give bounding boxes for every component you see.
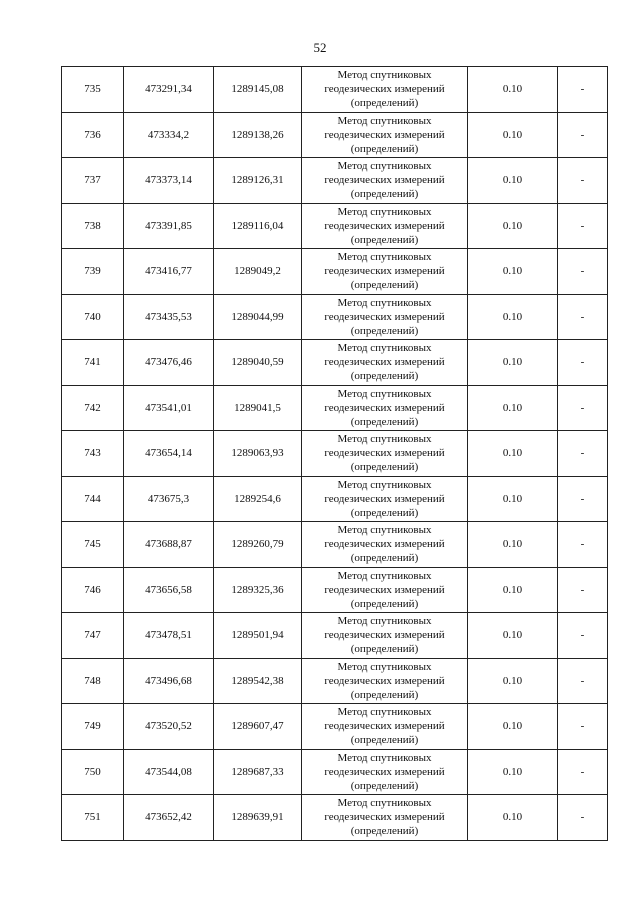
method-line: (определений) [350,825,419,838]
point-number-cell: 750 [62,749,124,795]
method-cell [302,613,468,659]
point-number-cell: 739 [62,249,124,295]
table-row [62,158,608,204]
method-line: (определений) [350,233,419,246]
description-cell: - [558,203,608,249]
table-row [62,294,608,340]
method-line: Метод спутниковых [337,569,432,582]
description-cell: - [558,795,608,841]
description-cell: - [558,567,608,613]
method-line: (определений) [350,279,419,292]
method-line: Метод спутниковых [337,706,432,719]
description-cell: - [558,249,608,295]
x-coordinate-cell: 473656,58 [124,567,214,613]
method-line: геодезических измерений [324,583,445,596]
method-cell [302,294,468,340]
accuracy-cell: 0.10 [468,567,558,613]
y-coordinate-cell: 1289145,08 [214,67,302,113]
coordinates-table [61,66,608,841]
method-line: Метод спутниковых [337,660,432,673]
x-coordinate-cell: 473435,53 [124,294,214,340]
method-line: Метод спутниковых [337,296,432,309]
table-row [62,567,608,613]
table-row [62,112,608,158]
method-line: (определений) [350,188,419,201]
y-coordinate-cell: 1289607,47 [214,704,302,750]
method-line: геодезических измерений [324,447,445,460]
method-cell [302,203,468,249]
x-coordinate-cell: 473688,87 [124,522,214,568]
table-row [62,476,608,522]
method-line: (определений) [350,461,419,474]
method-line: (определений) [350,506,419,519]
y-coordinate-cell: 1289063,93 [214,431,302,477]
method-cell [302,340,468,386]
method-line: геодезических измерений [324,219,445,232]
x-coordinate-cell: 473373,14 [124,158,214,204]
method-cell [302,704,468,750]
y-coordinate-cell: 1289501,94 [214,613,302,659]
description-cell: - [558,749,608,795]
method-line: Метод спутниковых [337,615,432,628]
point-number-cell: 747 [62,613,124,659]
method-cell [302,249,468,295]
x-coordinate-cell: 473291,34 [124,67,214,113]
method-line: (определений) [350,324,419,337]
y-coordinate-cell: 1289049,2 [214,249,302,295]
method-line: Метод спутниковых [337,387,432,400]
point-number-cell: 745 [62,522,124,568]
method-cell [302,112,468,158]
x-coordinate-cell: 473520,52 [124,704,214,750]
table-row [62,203,608,249]
method-line: геодезических измерений [324,720,445,733]
x-coordinate-cell: 473496,68 [124,658,214,704]
method-cell [302,749,468,795]
x-coordinate-cell: 473476,46 [124,340,214,386]
table-row [62,431,608,477]
method-cell [302,522,468,568]
method-line: геодезических измерений [324,128,445,141]
method-cell [302,431,468,477]
accuracy-cell: 0.10 [468,249,558,295]
point-number-cell: 748 [62,658,124,704]
x-coordinate-cell: 473416,77 [124,249,214,295]
method-line: (определений) [350,370,419,383]
point-number-cell: 743 [62,431,124,477]
accuracy-cell: 0.10 [468,749,558,795]
table-row [62,340,608,386]
method-line: Метод спутниковых [337,797,432,810]
table-row [62,704,608,750]
method-cell [302,476,468,522]
point-number-cell: 751 [62,795,124,841]
x-coordinate-cell: 473544,08 [124,749,214,795]
method-line: (определений) [350,142,419,155]
x-coordinate-cell: 473541,01 [124,385,214,431]
accuracy-cell: 0.10 [468,203,558,249]
method-line: Метод спутниковых [337,160,432,173]
method-line: геодезических измерений [324,83,445,96]
y-coordinate-cell: 1289639,91 [214,795,302,841]
accuracy-cell: 0.10 [468,385,558,431]
description-cell: - [558,158,608,204]
method-line: (определений) [350,552,419,565]
accuracy-cell: 0.10 [468,704,558,750]
method-line: Метод спутниковых [337,342,432,355]
y-coordinate-cell: 1289138,26 [214,112,302,158]
y-coordinate-cell: 1289044,99 [214,294,302,340]
method-cell [302,795,468,841]
table-row [62,795,608,841]
accuracy-cell: 0.10 [468,112,558,158]
point-number-cell: 738 [62,203,124,249]
x-coordinate-cell: 473652,42 [124,795,214,841]
point-number-cell: 746 [62,567,124,613]
y-coordinate-cell: 1289126,31 [214,158,302,204]
accuracy-cell: 0.10 [468,340,558,386]
table-row [62,613,608,659]
point-number-cell: 744 [62,476,124,522]
method-line: Метод спутниковых [337,114,432,127]
point-number-cell: 741 [62,340,124,386]
y-coordinate-cell: 1289687,33 [214,749,302,795]
method-line: Метод спутниковых [337,524,432,537]
y-coordinate-cell: 1289040,59 [214,340,302,386]
accuracy-cell: 0.10 [468,613,558,659]
method-line: (определений) [350,779,419,792]
point-number-cell: 742 [62,385,124,431]
method-line: Метод спутниковых [337,478,432,491]
point-number-cell: 735 [62,67,124,113]
method-line: геодезических измерений [324,629,445,642]
y-coordinate-cell: 1289041,5 [214,385,302,431]
method-cell [302,658,468,704]
accuracy-cell: 0.10 [468,658,558,704]
table-row [62,67,608,113]
point-number-cell: 749 [62,704,124,750]
method-line: Метод спутниковых [337,251,432,264]
y-coordinate-cell: 1289116,04 [214,203,302,249]
method-line: (определений) [350,597,419,610]
point-number-cell: 737 [62,158,124,204]
x-coordinate-cell: 473654,14 [124,431,214,477]
method-line: геодезических измерений [324,310,445,323]
accuracy-cell: 0.10 [468,431,558,477]
page-number: 52 [313,40,327,55]
description-cell: - [558,704,608,750]
accuracy-cell: 0.10 [468,67,558,113]
method-line: (определений) [350,97,419,110]
description-cell: - [558,613,608,659]
description-cell: - [558,658,608,704]
y-coordinate-cell: 1289260,79 [214,522,302,568]
description-cell: - [558,67,608,113]
table-row [62,385,608,431]
table-row [62,658,608,704]
method-line: Метод спутниковых [337,751,432,764]
method-line: геодезических измерений [324,765,445,778]
y-coordinate-cell: 1289254,6 [214,476,302,522]
method-line: геодезических измерений [324,538,445,551]
method-line: геодезических измерений [324,492,445,505]
accuracy-cell: 0.10 [468,522,558,568]
x-coordinate-cell: 473478,51 [124,613,214,659]
y-coordinate-cell: 1289542,38 [214,658,302,704]
description-cell: - [558,385,608,431]
accuracy-cell: 0.10 [468,294,558,340]
description-cell: - [558,431,608,477]
method-line: Метод спутниковых [337,433,432,446]
accuracy-cell: 0.10 [468,795,558,841]
point-number-cell: 736 [62,112,124,158]
method-cell [302,385,468,431]
description-cell: - [558,522,608,568]
method-cell [302,67,468,113]
description-cell: - [558,294,608,340]
table-row [62,749,608,795]
method-line: (определений) [350,734,419,747]
accuracy-cell: 0.10 [468,476,558,522]
method-line: Метод спутниковых [337,205,432,218]
description-cell: - [558,112,608,158]
method-line: (определений) [350,643,419,656]
y-coordinate-cell: 1289325,36 [214,567,302,613]
method-line: (определений) [350,688,419,701]
table-body [62,67,608,841]
point-number-cell: 740 [62,294,124,340]
method-cell [302,158,468,204]
method-cell [302,567,468,613]
x-coordinate-cell: 473391,85 [124,203,214,249]
accuracy-cell: 0.10 [468,158,558,204]
x-coordinate-cell: 473675,3 [124,476,214,522]
description-cell: - [558,340,608,386]
method-line: геодезических измерений [324,265,445,278]
description-cell: - [558,476,608,522]
method-line: Метод спутниковых [337,69,432,82]
method-line: геодезических измерений [324,356,445,369]
table-row [62,522,608,568]
method-line: (определений) [350,415,419,428]
method-line: геодезических измерений [324,401,445,414]
x-coordinate-cell: 473334,2 [124,112,214,158]
table-row [62,249,608,295]
method-line: геодезических измерений [324,174,445,187]
method-line: геодезических измерений [324,811,445,824]
method-line: геодезических измерений [324,674,445,687]
